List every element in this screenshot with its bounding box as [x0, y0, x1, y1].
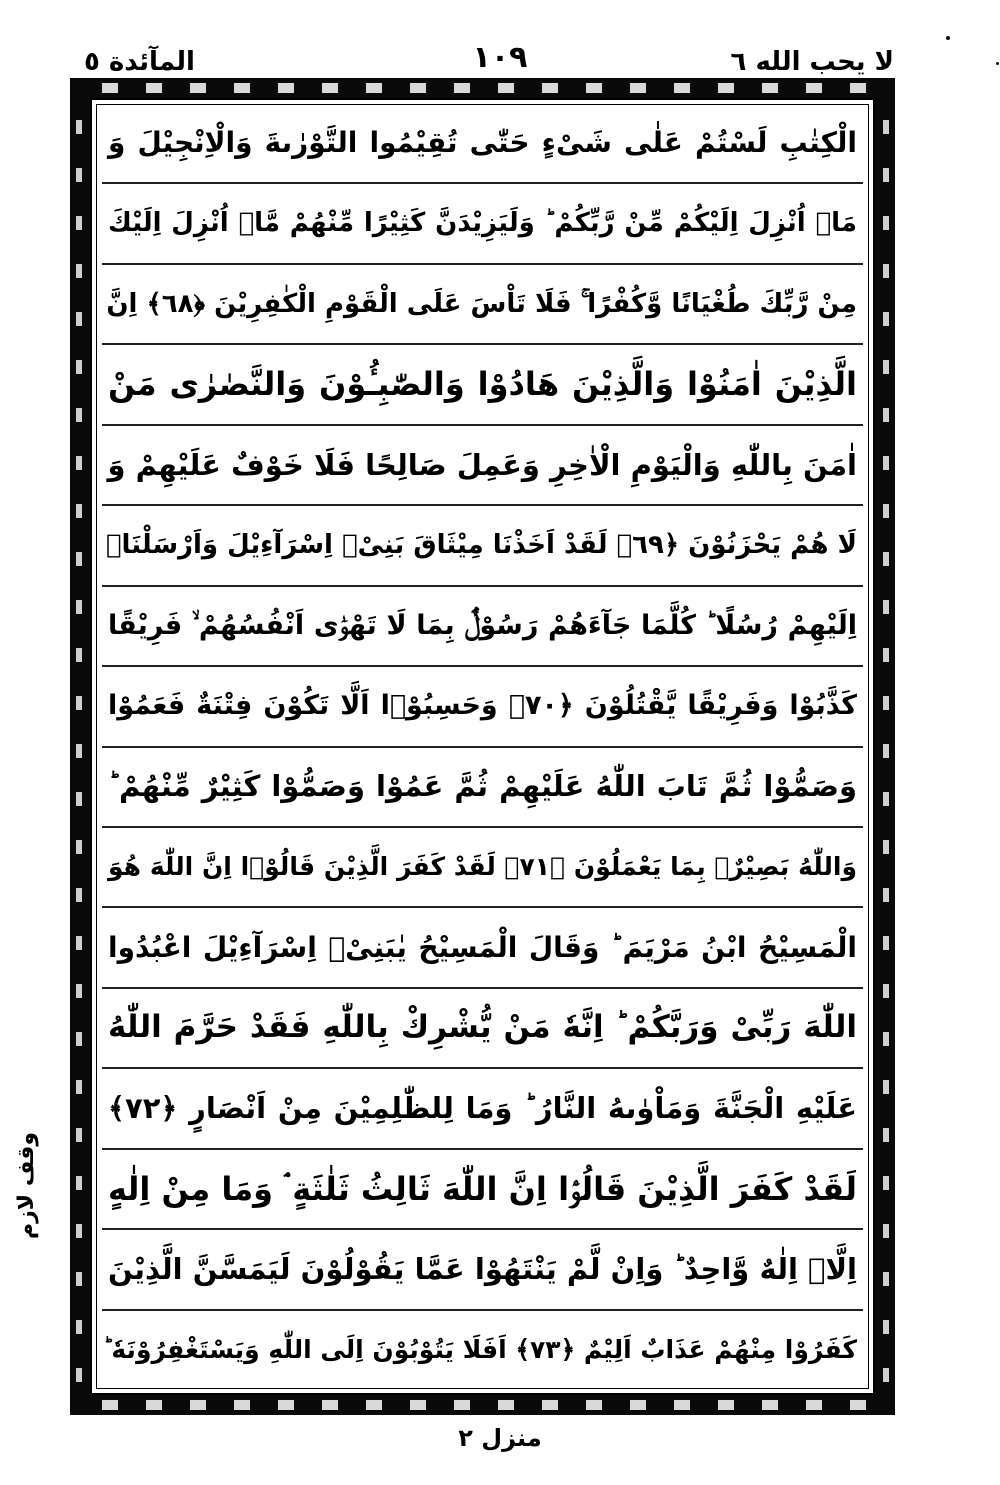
line-text: عَلَیْهِ الْجَنَّةَ وَمَاْوٰىهُ النَّارُ ؕ وَمَا لِلظّٰلِمِیْنَ مِنْ اَنْصَارٍ ﴿٧٢﴾ [108, 1091, 857, 1126]
scan-speck [996, 62, 999, 65]
line-text: الْمَسِیْحُ ابْنُ مَرْیَمَ ؕ وَقَالَ الْمَسِیْحُ یٰبَنِیْۤ اِسْرَآءِیْلَ اعْبُدُوا [108, 930, 857, 964]
line-text: كَفَرُوْا مِنْهُمْ عَذَابٌ اَلِیْمٌ ﴿٧٣﴾ اَفَلَا یَتُوْبُوْنَ اِلَى اللّٰهِ وَیَسْتَغْفِرُوْنَهٗ ؕ [102, 1334, 857, 1364]
text-line [102, 748, 863, 828]
line-text: اِلَّاۤ اِلٰهٌ وَّاحِدٌ ؕ وَاِنْ لَّمْ یَنْتَهُوْا عَمَّا یَقُوْلُوْنَ لَیَمَسَّنَّ الَّذِیْنَ [108, 1251, 857, 1286]
line-text: لَا هُمْ یَحْزَنُوْنَ ﴿٦٩﴾ لَقَدْ اَخَذْنَا مِیْثَاقَ بَنِیْۤ اِسْرَآءِیْلَ وَاَرْسَلْنَاۤ [105, 529, 857, 560]
frame-ornament-left [76, 100, 82, 1393]
text-line [102, 667, 863, 747]
scan-speck [946, 36, 950, 40]
text-line [102, 828, 863, 908]
manzil-footer: منزل ٢ [458, 1424, 542, 1452]
juz-title: لا يحب الله ٦ [730, 47, 894, 77]
text-line [102, 989, 863, 1069]
line-text: اللّٰهَ رَبِّیْ وَرَبَّكُمْ ؕ اِنَّهٗ مَنْ یُّشْرِكْ بِاللّٰهِ فَقَدْ حَرَّمَ اللّٰهُ [108, 1009, 857, 1046]
text-panel [90, 98, 875, 1395]
line-text: مِنْ رَّبِّكَ طُغْیَانًا وَّكُفْرًا ۚ فَلَا تَاْسَ عَلَى الْقَوْمِ الْكٰفِرِیْنَ ﴿٦٨﴾ اِنَّ [106, 288, 857, 319]
line-text: اِلَیْهِمْ رُسُلًا ؕ كُلَّمَا جَآءَهُمْ رَسُوْلٌۢ بِمَا لَا تَهْوٰۤى اَنْفُسُهُمْ ۙ فَرِیْقًا [108, 609, 857, 641]
waqf-margin-note: وقف لازم [14, 1131, 39, 1239]
line-text: اٰمَنَ بِاللّٰهِ وَالْیَوْمِ الْاٰخِرِ وَعَمِلَ صَالِحًا فَلَا خَوْفٌ عَلَیْهِمْ وَ [107, 447, 857, 482]
text-line [102, 908, 863, 988]
line-text: لَقَدْ كَفَرَ الَّذِیْنَ قَالُوْۤا اِنَّ اللّٰهَ ثَالِثُ ثَلٰثَةٍ ۘ وَمَا مِنْ اِلٰهٍ [108, 1169, 857, 1208]
text-line [102, 104, 863, 184]
text-line [102, 587, 863, 667]
ornamental-frame [70, 78, 895, 1415]
surah-title: المآئدة ٥ [84, 47, 195, 77]
text-line [102, 345, 863, 425]
text-line [102, 1150, 863, 1230]
frame-ornament-top [88, 83, 877, 93]
text-line [102, 426, 863, 506]
text-line [102, 184, 863, 264]
text-line [102, 1069, 863, 1149]
frame-ornament-bottom [88, 1400, 877, 1410]
text-line [102, 1311, 863, 1389]
frame-ornament-right [883, 100, 889, 1393]
line-text: وَصَمُّوْا ثُمَّ تَابَ اللّٰهُ عَلَیْهِمْ ثُمَّ عَمُوْا وَصَمُّوْا كَثِیْرٌ مِّنْهُمْ ؕ [108, 769, 857, 804]
page-number: ١٠٩ [472, 40, 528, 75]
line-text: الْكِتٰبِ لَسْتُمْ عَلٰى شَیْءٍ حَتّٰى تُقِیْمُوا التَّوْرٰىةَ وَالْاِنْجِیْلَ وَ [108, 126, 857, 160]
text-line [102, 506, 863, 586]
text-line [102, 1230, 863, 1310]
verse-lines [102, 104, 863, 1389]
line-text: كَذَّبُوْا وَفَرِیْقًا یَّقْتُلُوْنَ ﴿٧٠﴾ وَحَسِبُوْۤا اَلَّا تَكُوْنَ فِتْنَةٌ فَعَمُوْا [108, 690, 858, 722]
text-line [102, 265, 863, 345]
line-text: وَاللّٰهُ بَصِیْرٌۢ بِمَا یَعْمَلُوْنَ ﴿٧١﴾ لَقَدْ كَفَرَ الَّذِیْنَ قَالُوْۤا اِنَّ اللّٰهَ هُوَ [108, 852, 857, 882]
line-text: مَاۤ اُنْزِلَ اِلَیْكُمْ مِّنْ رَّبِّكُمْ ؕ وَلَیَزِیْدَنَّ كَثِیْرًا مِّنْهُمْ مَّاۤ اُنْزِلَ اِلَیْكَ [108, 208, 857, 239]
line-text: الَّذِیْنَ اٰمَنُوْا وَالَّذِیْنَ هَادُوْا وَالصّٰبِـُٔوْنَ وَالنَّصٰرٰى مَنْ [108, 365, 857, 404]
